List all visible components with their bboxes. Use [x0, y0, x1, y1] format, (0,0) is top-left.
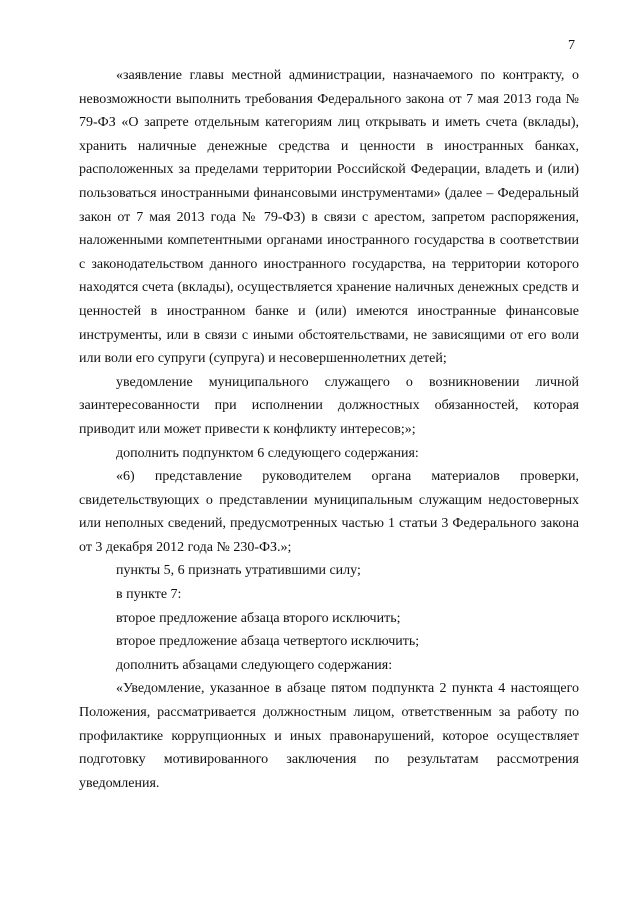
page-number: 7 — [568, 38, 575, 53]
paragraph-notification-review: «Уведомление, указанное в абзаце пятом подпункта 2 пункта 4 настоящего Положения, рассматривается должностным лицом, ответственным за работу по профилактике коррупционных и иных правонарушений, которое осуществляет подготовку мотивированного заключения по результатам рассмотрения уведомления. — [79, 681, 579, 791]
paragraph-add-paragraphs: дополнить абзацами следующего содержания: — [116, 657, 393, 673]
paragraph-application-head-of-administration: «заявление главы местной администрации, назначаемого по контракту, о невозможности выполнить требования Федерального закона от 7 мая 2013 года № 79-ФЗ «О запрете отдельным категориям лиц открывать и иметь счета (вклады), хранить наличные денежные средства и ценности в иностранных банках, расположенных за пределами территории Российской Федерации, владеть и (или) пользоваться иностранными финансовыми инструментами» (далее – Федеральный закон от 7 мая 2013 года № 79-ФЗ) в связи с арестом, запретом распоряжения, наложенными компетентными органами иностранного государства в соответствии с законодательством данного иностранного государства, на территории которого находятся счета (вклады), осуществляется хранение наличных денежных средств и ценностей в иностранном банке и (или) имеются иностранные финансовые инструменты, или в связи с иными обстоятельствами, не зависящими от его воли или воли его супруги (супруга) и несовершеннолетних детей; — [79, 68, 579, 367]
paragraph-add-subitem-6: дополнить подпунктом 6 следующего содержания: — [116, 445, 419, 461]
paragraph-exclude-second-sentence-para-2: второе предложение абзаца второго исключить; — [116, 610, 401, 626]
paragraph-notification-personal-interest: уведомление муниципального служащего о возникновении личной заинтересованности при исполнении должностных обязанностей, которая приводит или может привести к конфликту интересов;»; — [79, 374, 579, 437]
paragraph-subitem-6-text: «6) представление руководителем органа материалов проверки, свидетельствующих о представлении муниципальным служащим недостоверных или неполных сведений, предусмотренных частью 1 статьи 3 Федерального закона от 3 декабря 2012 года № 230-ФЗ.»; — [79, 469, 579, 555]
paragraph-in-item-7: в пункте 7: — [116, 587, 182, 603]
paragraph-items-5-6-repealed: пункты 5, 6 признать утратившими силу; — [116, 563, 361, 579]
paragraph-exclude-second-sentence-para-4: второе предложение абзаца четвертого исключить; — [116, 634, 420, 650]
document-body — [79, 64, 579, 795]
